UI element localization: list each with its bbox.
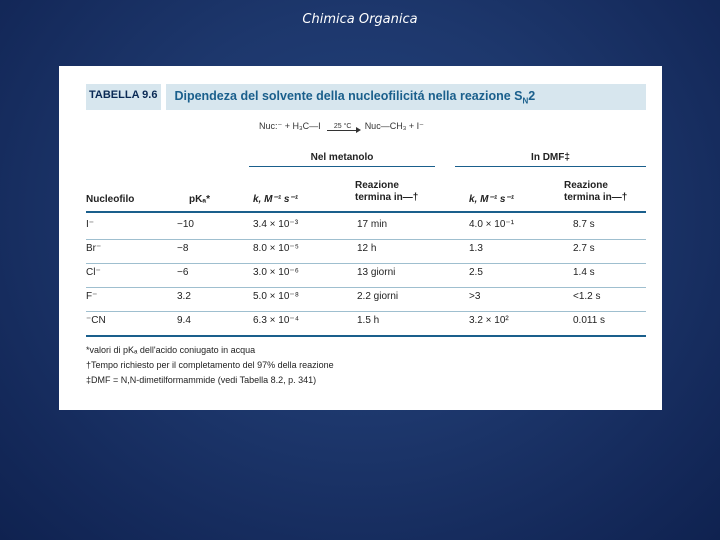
- cell-nuc: ⁻CN: [86, 315, 106, 326]
- group-dmf: In DMF‡: [531, 152, 570, 163]
- table-number-label: TABELLA 9.6: [86, 84, 166, 110]
- cell-k-meoh: 5.0 × 10⁻⁸: [253, 291, 299, 302]
- group-dmf-line: [455, 166, 646, 167]
- row-divider: [86, 263, 646, 264]
- cell-k-dmf: 2.5: [469, 267, 483, 278]
- bottom-rule: [86, 335, 646, 337]
- cell-pka: −8: [177, 243, 189, 254]
- header-time-dmf-1: Reazione: [564, 180, 608, 191]
- footnote-1: *valori di pKₐ dell'acido coniugato in acqua: [86, 345, 256, 355]
- cell-k-meoh: 8.0 × 10⁻⁵: [253, 243, 299, 254]
- cell-nuc: F⁻: [86, 291, 98, 302]
- reaction-products: Nuc—CH₃ + I⁻: [364, 121, 424, 131]
- cell-k-dmf: 3.2 × 10²: [469, 315, 509, 326]
- row-divider: [86, 287, 646, 288]
- cell-t-dmf: <1.2 s: [573, 291, 601, 302]
- cell-k-meoh: 3.4 × 10⁻³: [253, 219, 299, 230]
- cell-nuc: Cl⁻: [86, 267, 101, 278]
- reaction-condition: 25 °C: [333, 122, 352, 130]
- header-k-dmf: k, M⁻¹ s⁻¹: [469, 194, 515, 205]
- cell-pka: 3.2: [177, 291, 191, 302]
- footnote-3: ‡DMF = N,N-dimetilformammide (vedi Tabella 8.2, p. 341): [86, 375, 317, 385]
- cell-pka: 9.4: [177, 315, 191, 326]
- table-caption: [86, 84, 646, 110]
- footnote-2: †Tempo richiesto per il completamento del 97% della reazione: [86, 360, 334, 370]
- cell-t-meoh: 2.2 giorni: [357, 291, 399, 302]
- table-panel: [59, 66, 662, 410]
- table-heading-text: Dipendeza del solvente della nucleofilicitá nella reazione S: [174, 88, 523, 103]
- reaction-equation: [259, 121, 424, 132]
- cell-k-meoh: 3.0 × 10⁻⁶: [253, 267, 299, 278]
- cell-k-dmf: >3: [469, 291, 481, 302]
- row-divider: [86, 311, 646, 312]
- table-heading-tail: 2: [528, 88, 536, 103]
- arrow-icon: [327, 130, 359, 131]
- reaction-arrow: [327, 123, 359, 131]
- cell-nuc: Br⁻: [86, 243, 102, 254]
- cell-k-dmf: 1.3: [469, 243, 483, 254]
- cell-k-meoh: 6.3 × 10⁻⁴: [253, 315, 299, 326]
- row-divider: [86, 239, 646, 240]
- cell-t-meoh: 17 min: [357, 219, 388, 230]
- header-rule: [86, 211, 646, 213]
- cell-t-dmf: 8.7 s: [573, 219, 595, 230]
- header-time-methanol-1: Reazione: [355, 180, 399, 191]
- header-pka: pKₐ*: [189, 194, 210, 205]
- table-heading-sub: N: [522, 96, 529, 106]
- header-time-methanol-2: termina in—†: [355, 192, 419, 203]
- cell-t-meoh: 12 h: [357, 243, 377, 254]
- cell-t-dmf: 0.011 s: [573, 315, 606, 326]
- cell-t-meoh: 13 giorni: [357, 267, 396, 278]
- cell-t-meoh: 1.5 h: [357, 315, 380, 326]
- header-time-dmf-2: termina in—†: [564, 192, 628, 203]
- header-k-methanol: k, M⁻¹ s⁻¹: [253, 194, 299, 205]
- group-methanol: Nel metanolo: [310, 152, 374, 163]
- table-heading: [166, 89, 535, 106]
- reaction-reactants: Nuc:⁻ + H₃C—I: [259, 121, 321, 131]
- cell-t-dmf: 1.4 s: [573, 267, 595, 278]
- cell-t-dmf: 2.7 s: [573, 243, 595, 254]
- cell-nuc: I⁻: [86, 219, 95, 230]
- header-nucleofilo: Nucleofilo: [86, 194, 135, 205]
- cell-k-dmf: 4.0 × 10⁻¹: [469, 219, 515, 230]
- cell-pka: −6: [177, 267, 189, 278]
- group-methanol-line: [249, 166, 435, 167]
- cell-pka: −10: [177, 219, 194, 230]
- slide-title: Chimica Organica: [302, 12, 418, 27]
